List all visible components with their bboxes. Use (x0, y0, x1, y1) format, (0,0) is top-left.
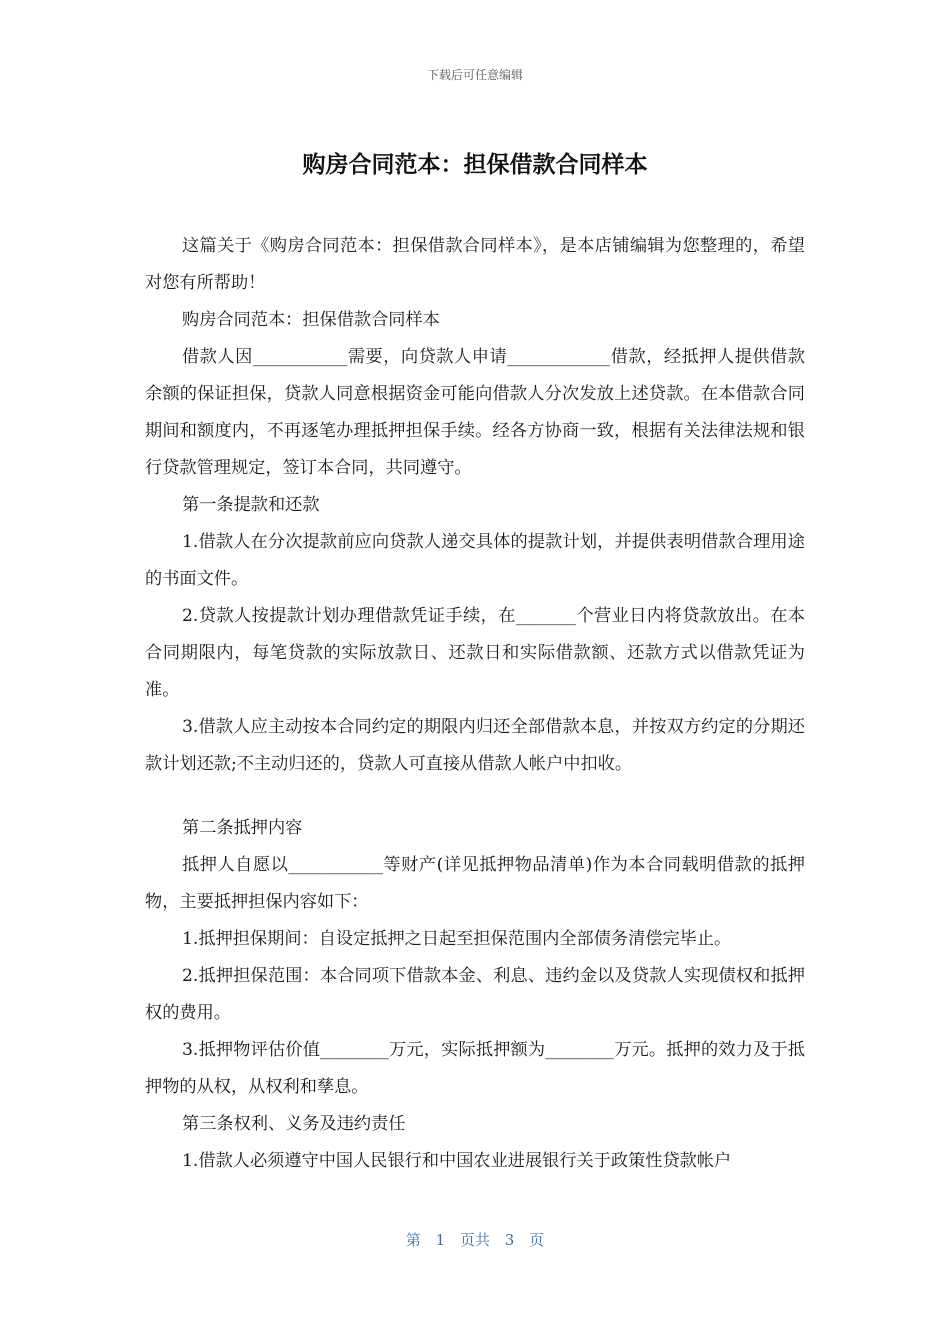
intro-paragraph: 这篇关于《购房合同范本：担保借款合同样本》，是本店铺编辑为您整理的，希望对您有所帮助！ (145, 236, 805, 293)
preamble-paragraph: 借款人因___________需要，向贷款人申请____________借款，经抵押人提供借款余额的保证担保，贷款人同意根据资金可能向借款人分次发放上述贷款。在本借款合同期间和额度内，不再逐笔办理抵押担保手续。经各方协商一致，根据有关法律法规和银行贷款管理规定，签订本合同，共同遵守。 (145, 347, 805, 478)
section-heading-3: 第三条权利、义务及违约责任 (182, 1114, 406, 1134)
clause-3-1: 1.借款人必须遵守中国人民银行和中国农业进展银行关于政策性贷款帐户 (182, 1151, 732, 1171)
document-body (145, 228, 805, 1180)
section-heading-2: 第二条抵押内容 (182, 818, 303, 838)
subtitle-paragraph: 购房合同范本：担保借款合同样本 (182, 310, 440, 330)
section-heading-1: 第一条提款和还款 (182, 495, 320, 515)
clause-2-1: 1.抵押担保期间：自设定抵押之日起至担保范围内全部债务清偿完毕止。 (182, 929, 732, 949)
clause-2-intro: 抵押人自愿以___________等财产(详见抵押物品清单)作为本合同载明借款的抵押物，主要抵押担保内容如下： (145, 855, 805, 912)
clause-1-3: 3.借款人应主动按本合同约定的期限内归还全部借款本息，并按双方约定的分期还款计划还款;不主动归还的，贷款人可直接从借款人帐户中扣收。 (145, 717, 805, 774)
clause-2-3: 3.抵押物评估价值________万元，实际抵押额为________万元。抵押的效力及于抵押物的从权，从权利和孳息。 (145, 1040, 805, 1097)
clause-2-2: 2.抵押担保范围：本合同项下借款本金、利息、违约金以及贷款人实现债权和抵押权的费用。 (145, 966, 805, 1023)
header-note: 下载后可任意编辑 (426, 68, 523, 82)
document-title: 购房合同范本：担保借款合同样本 (302, 152, 648, 178)
section-gap (145, 783, 805, 810)
clause-1-1: 1.借款人在分次提款前应向贷款人递交具体的提款计划，并提供表明借款合理用途的书面文件。 (145, 532, 805, 589)
page-number: 第 1 页共 3 页 (405, 1231, 545, 1249)
clause-1-2: 2.贷款人按提款计划办理借款凭证手续，在_______个营业日内将贷款放出。在本合同期限内，每笔贷款的实际放款日、还款日和实际借款额、还款方式以借款凭证为准。 (145, 606, 805, 700)
